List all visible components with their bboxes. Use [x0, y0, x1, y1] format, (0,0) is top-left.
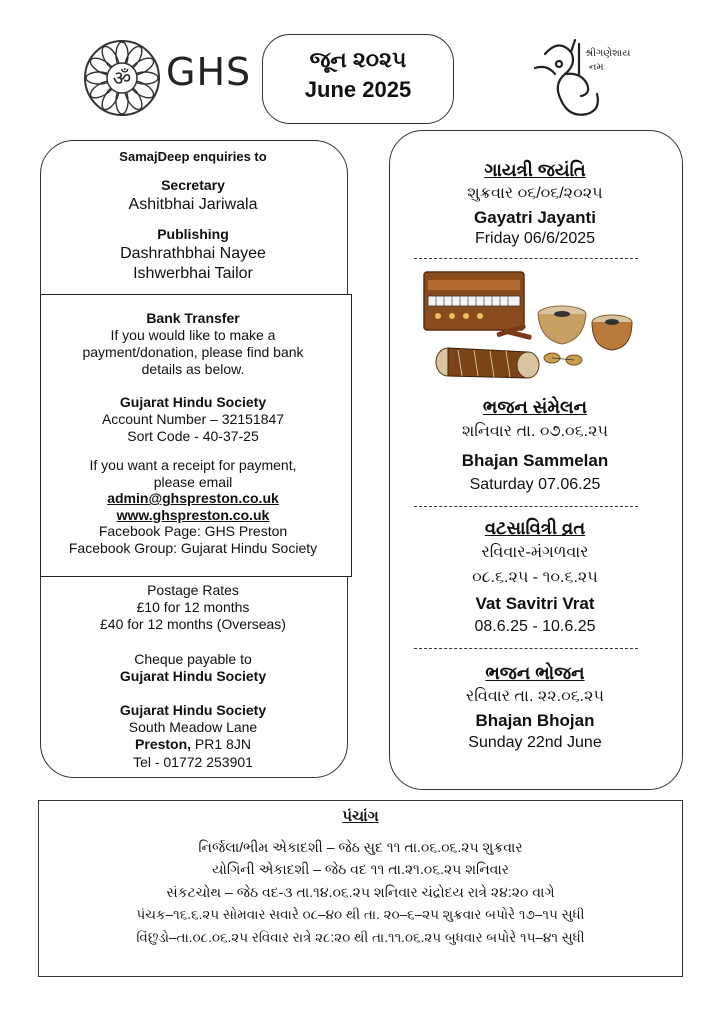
issue-title-box — [262, 34, 454, 124]
event-3-gu-date-2: ૦૮.૬.૨૫ - ૧૦.૬.૨૫ — [472, 569, 598, 586]
event-4-en-date: Sunday 22nd June — [468, 734, 602, 751]
panchang-line-1: નિર્જલા/ભીમ એકાદશી – જેઠ સુદ ૧૧ તા.૦૬.૦૬.૨૫ શુક્રવાર — [198, 839, 523, 855]
facebook-page: Facebook Page: GHS Preston — [98, 523, 288, 539]
publishing-name-1: Dashrathbhai Nayee — [120, 245, 266, 262]
svg-text:ॐ: ॐ — [112, 66, 132, 90]
divider — [414, 258, 638, 259]
bank-line-3: details as below. — [141, 361, 245, 377]
address-name: Gujarat Hindu Society — [119, 702, 267, 718]
issue-month-gujarati: જૂન ૨૦૨૫ — [309, 47, 407, 72]
address-postcode: PR1 8JN — [191, 736, 251, 752]
event-2-gu-title: ભજન સંમેલન — [482, 397, 588, 417]
panchang-line-3: સંકટચોથ – જેઠ વદ-૩ તા.૧૪.૦૬.૨૫ શનિવાર ચંદ્રોદય રાત્રે ૨૪:૨૦ વાગે — [166, 884, 555, 900]
bank-sort-code: Sort Code - 40-37-25 — [127, 428, 259, 444]
event-1-en-title: Gayatri Jayanti — [474, 208, 596, 227]
publishing-name-2: Ishwerbhai Tailor — [133, 265, 253, 282]
event-3-gu-title: વટસાવિત્રી વ્રત — [484, 518, 586, 538]
event-2-gu-date: શનિવાર તા. ૦૭.૦૬.૨૫ — [461, 423, 609, 440]
ganesh-logo — [525, 34, 635, 128]
postage-rate-1: £10 for 12 months — [136, 599, 250, 615]
postage-rate-2: £40 for 12 months (Overseas) — [100, 616, 286, 632]
logo-right-text-1: શ્રીગણેશાય — [585, 48, 631, 59]
enquiries-intro: SamajDeep enquiries to — [119, 149, 267, 164]
event-1-gu-date: શુક્રવાર ૦૬/૦૬/૨૦૨૫ — [467, 185, 603, 202]
secretary-name: Ashitbhai Jariwala — [128, 196, 258, 213]
event-3-en-title: Vat Savitri Vrat — [475, 594, 595, 613]
bank-account-number: Account Number – 32151847 — [101, 411, 285, 427]
website-link[interactable]: www.ghspreston.co.uk — [116, 507, 270, 523]
cheque-line: Cheque payable to — [134, 651, 252, 667]
event-3-en-date: 08.6.25 - 10.6.25 — [474, 618, 596, 635]
receipt-line-1: If you want a receipt for payment, — [89, 457, 297, 473]
bank-line-1: If you would like to make a — [110, 327, 276, 343]
issue-month-english: June 2025 — [304, 77, 412, 102]
publishing-heading: Publishing — [157, 226, 229, 242]
event-1-gu-title: ગાયત્રી જયંતિ — [484, 160, 586, 180]
telephone: Tel - 01772 253901 — [133, 754, 253, 770]
org-short-name: GHS — [166, 50, 252, 94]
musical-instruments-image — [418, 266, 638, 384]
cheque-payee: Gujarat Hindu Society — [119, 668, 267, 684]
panchang-line-2: યોગિની એકાદશી – જેઠ વદ ૧૧ તા.૨૧.૦૬.૨૫ શનિવાર — [211, 861, 510, 877]
logo-right-text-2: નમઃ — [589, 62, 607, 73]
divider — [414, 506, 638, 507]
ghs-om-logo — [82, 38, 162, 118]
divider — [414, 648, 638, 649]
postage-heading: Postage Rates — [147, 582, 239, 598]
event-4-gu-date: રવિવાર તા. ૨૨.૦૬.૨૫ — [465, 688, 605, 705]
event-1-en-date: Friday 06/6/2025 — [474, 230, 596, 247]
facebook-group: Facebook Group: Gujarat Hindu Society — [68, 540, 318, 556]
bank-account-name: Gujarat Hindu Society — [119, 394, 267, 410]
event-3-gu-date: રવિવાર-મંગળવાર — [481, 544, 589, 561]
secretary-heading: Secretary — [161, 177, 225, 193]
receipt-line-2: please email — [153, 474, 233, 490]
event-4-gu-title: ભજન ભોજન — [485, 663, 585, 683]
event-4-en-title: Bhajan Bhojan — [475, 711, 595, 730]
event-2-en-date: Saturday 07.06.25 — [469, 476, 601, 493]
email-link[interactable]: admin@ghspreston.co.uk — [107, 490, 279, 506]
panchang-line-4: પંચક–૧૬.૬.૨૫ સોમવાર સવારે ૦૮–૪૦ થી તા. ૨૦–૬–૨૫ શુક્રવાર બપોરે ૧૭–૧૫ સુધી — [136, 907, 585, 922]
address-city-line — [40, 736, 346, 753]
event-2-en-title: Bhajan Sammelan — [461, 451, 609, 470]
address-city: Preston, — [135, 736, 192, 752]
panchang-heading: પંચાંગ — [342, 808, 379, 825]
bank-line-2: payment/donation, please find bank — [82, 344, 304, 360]
panchang-line-5: વિંછુડો–તા.૦૮.૦૬.૨૫ રવિવાર રાત્રે ૨૮:૨૦ થી તા.૧૧.૦૬.૨૫ બુધવાર બપોરે ૧૫–૪૧ સુધી — [136, 930, 585, 945]
address-street: South Meadow Lane — [128, 719, 258, 735]
bank-heading: Bank Transfer — [146, 310, 240, 326]
